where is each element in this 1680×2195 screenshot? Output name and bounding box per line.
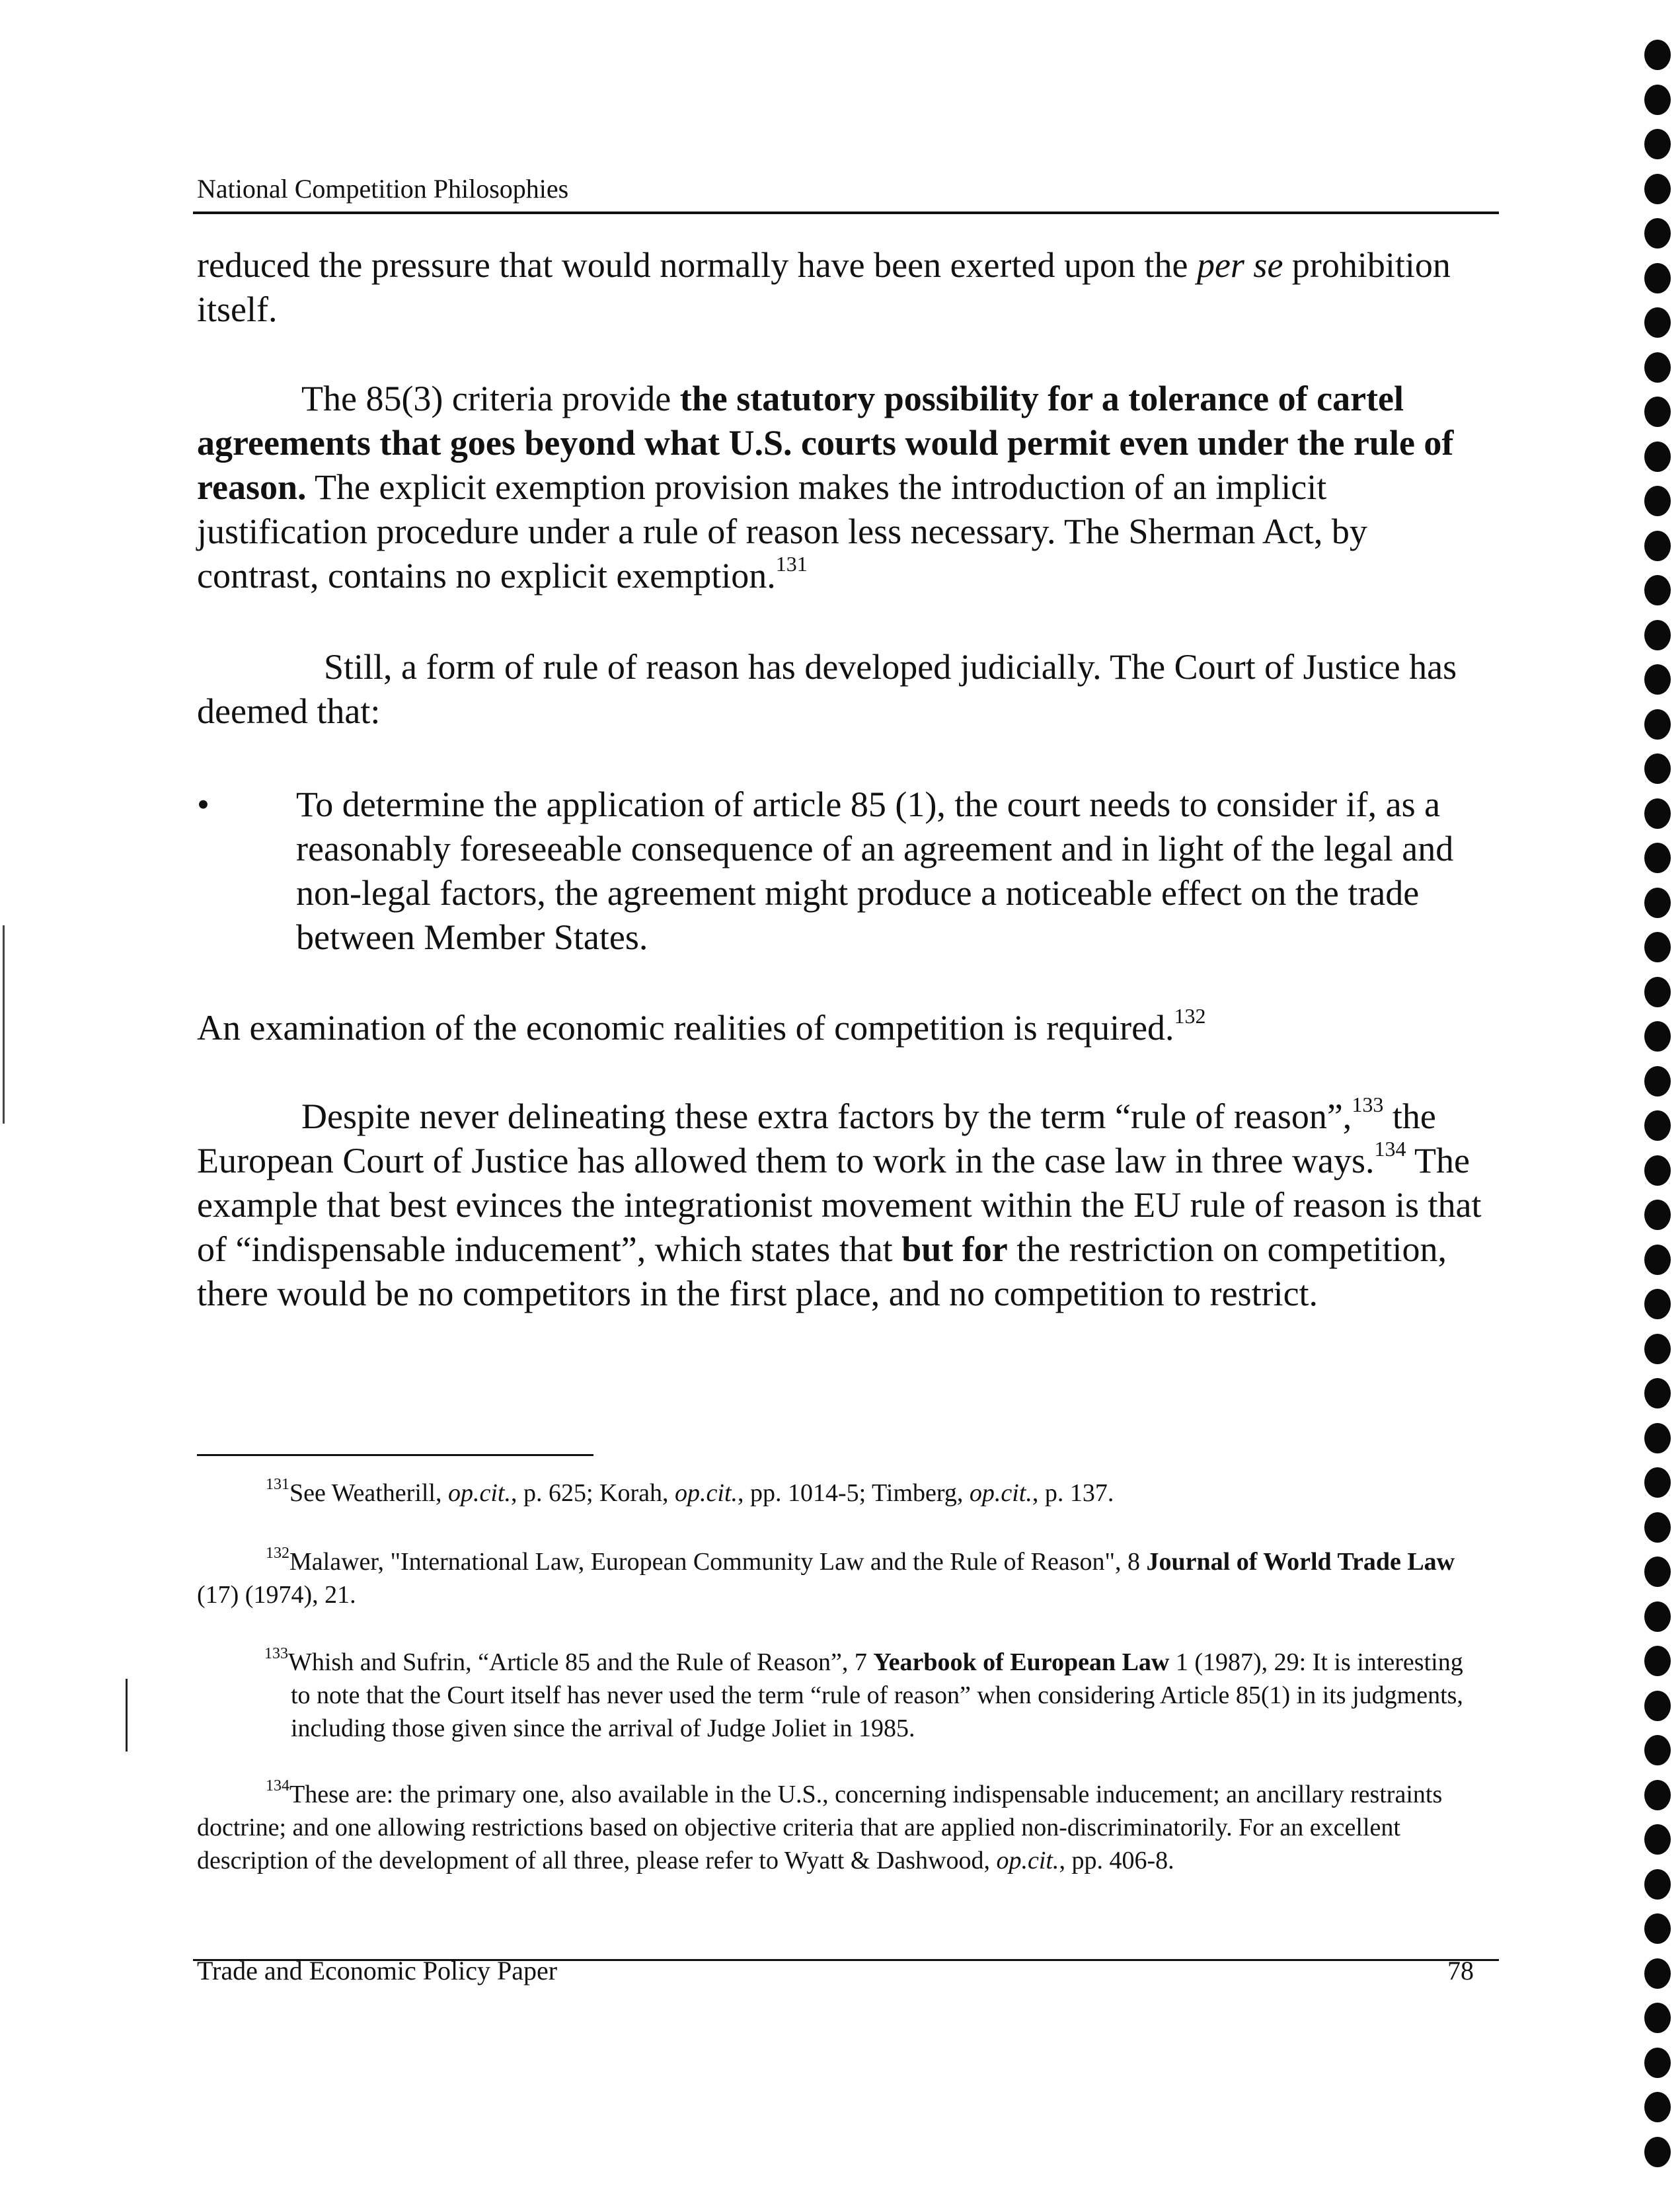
- punch-hole: [1644, 2003, 1671, 2033]
- punch-hole: [1644, 1646, 1671, 1676]
- punch-hole: [1644, 977, 1671, 1007]
- p5-text-d: the restriction on competition, there would be no competitors in the first place, and no competition to restrict.: [197, 1229, 1447, 1313]
- fn131-i3: op.cit.: [969, 1479, 1032, 1507]
- punch-hole: [1644, 1200, 1671, 1230]
- p1-italic: per se: [1196, 245, 1283, 285]
- footnote-ref-134[interactable]: 134: [1374, 1137, 1406, 1161]
- footnote-133: [264, 1645, 1467, 1745]
- fn134-t2: , pp. 406-8.: [1059, 1847, 1174, 1874]
- binding-punch-holes: [1644, 26, 1680, 2195]
- footnote-ref-131[interactable]: 131: [775, 552, 808, 576]
- fn133-t2: 1 (1987), 29: It is interesting to note that the Court itself has never used the term “rule of reason” when considering Article 85(1) in its judgments, including those given since the arrival of Judge Joliet in 1985.: [291, 1648, 1463, 1742]
- footnote-134: [197, 1778, 1492, 1877]
- footnote-ref-132[interactable]: 132: [1174, 1004, 1206, 1028]
- p5-text-a: Despite never delineating these extra factors by the term “rule of reason”,: [301, 1097, 1352, 1136]
- punch-hole: [1644, 1557, 1671, 1587]
- footnote-134-number: 134: [266, 1777, 289, 1795]
- footnote-separator: [197, 1454, 593, 1456]
- punch-hole: [1644, 486, 1671, 516]
- punch-hole: [1644, 40, 1671, 70]
- page-number: 78: [1447, 1956, 1474, 1985]
- punch-hole: [1644, 1735, 1671, 1765]
- fn131-i1: op.cit.: [448, 1479, 511, 1507]
- footnote-132-number: 132: [266, 1545, 289, 1562]
- p2-text-b: The explicit exemption provision makes the introduction of an implicit justification procedure under a rule of reason less necessary. The Sherman Act, by contrast, contains no explicit exemption.: [197, 467, 1367, 596]
- p5-bold: but for: [901, 1229, 1008, 1269]
- bullet-mark: •: [197, 785, 210, 824]
- punch-hole: [1644, 709, 1671, 740]
- p2-text-a: The 85(3) criteria provide: [301, 379, 680, 418]
- punch-hole: [1644, 2048, 1671, 2078]
- punch-hole: [1644, 85, 1671, 115]
- punch-hole: [1644, 843, 1671, 873]
- punch-hole: [1644, 307, 1671, 338]
- scan-margin-line: [126, 1679, 128, 1752]
- punch-hole: [1644, 1423, 1671, 1453]
- punch-hole: [1644, 1378, 1671, 1408]
- punch-hole: [1644, 1021, 1671, 1052]
- punch-hole: [1644, 1869, 1671, 1900]
- fn131-t1: See Weatherill,: [289, 1479, 448, 1507]
- punch-hole: [1644, 397, 1671, 427]
- punch-hole: [1644, 664, 1671, 695]
- punch-hole: [1644, 1110, 1671, 1141]
- punch-hole: [1644, 352, 1671, 383]
- fn133-t1: Whish and Sufrin, “Article 85 and the Rule of Reason”, 7: [288, 1648, 874, 1676]
- footnote-133-number: 133: [264, 1645, 288, 1663]
- punch-hole: [1644, 2092, 1671, 2122]
- punch-hole: [1644, 932, 1671, 962]
- punch-hole: [1644, 531, 1671, 561]
- footnote-132: [197, 1545, 1492, 1611]
- fn132-t2: (17) (1974), 21.: [197, 1581, 356, 1609]
- footnote-131: [197, 1477, 1492, 1510]
- punch-hole: [1644, 1066, 1671, 1097]
- punch-hole: [1644, 1512, 1671, 1543]
- fn131-t3: , pp. 1014-5; Timberg,: [738, 1479, 970, 1507]
- fn132-b1: Journal of World Trade Law: [1146, 1548, 1455, 1576]
- punch-hole: [1644, 1913, 1671, 1944]
- header-rule: [193, 212, 1499, 214]
- punch-hole: [1644, 620, 1671, 650]
- punch-hole: [1644, 1601, 1671, 1632]
- punch-hole: [1644, 1467, 1671, 1498]
- bullet-text: To determine the application of article 85 (1), the court needs to consider if, as a reasonably foreseeable consequence of an agreement and in light of the legal and non-legal factors, the agreement might produce a noticeable effect on the trade between Member States.: [296, 785, 1454, 957]
- p1-text-b: prohibition itself.: [197, 245, 1451, 329]
- punch-hole: [1644, 1824, 1671, 1855]
- punch-hole: [1644, 1245, 1671, 1275]
- punch-hole: [1644, 1691, 1671, 1721]
- p5-text-b: the European Court of Justice has allowed them to work in the case law in three ways.: [197, 1097, 1436, 1180]
- fn134-i1: op.cit.: [996, 1847, 1059, 1874]
- punch-hole: [1644, 1289, 1671, 1319]
- fn131-t4: , p. 137.: [1032, 1479, 1114, 1507]
- footer-publication: Trade and Economic Policy Paper: [197, 1956, 558, 1985]
- punch-hole: [1644, 218, 1671, 249]
- punch-hole: [1644, 263, 1671, 293]
- running-header: National Competition Philosophies: [197, 174, 569, 204]
- punch-hole: [1644, 888, 1671, 918]
- fn132-t1: Malawer, "International Law, European Community Law and the Rule of Reason", 8: [289, 1548, 1147, 1576]
- p1-text-a: reduced the pressure that would normally have been exerted upon the: [197, 245, 1197, 285]
- punch-hole: [1644, 575, 1671, 605]
- paragraph-2: [197, 377, 1492, 598]
- punch-hole: [1644, 1958, 1671, 1989]
- punch-hole: [1644, 753, 1671, 784]
- p2-bold: the statutory possibility for a tolerance of cartel agreements that goes beyond what U.S. courts would permit even under the rule of reason.: [197, 379, 1454, 507]
- scan-margin-line: [3, 925, 5, 1124]
- punch-hole: [1644, 1334, 1671, 1364]
- fn133-b1: Yearbook of European Law: [873, 1648, 1170, 1676]
- punch-hole: [1644, 2137, 1671, 2167]
- footnote-131-number: 131: [266, 1476, 289, 1494]
- p4-text: An examination of the economic realities of competition is required.: [197, 1008, 1174, 1048]
- footnote-ref-133[interactable]: 133: [1352, 1093, 1384, 1116]
- punch-hole: [1644, 442, 1671, 472]
- punch-hole: [1644, 798, 1671, 829]
- punch-hole: [1644, 1780, 1671, 1810]
- p5-text-c: The example that best evinces the integrationist movement within the EU rule of reason is that of “indispensable inducement”, which states that: [197, 1141, 1482, 1269]
- fn134-t1: These are: the primary one, also available in the U.S., concerning indispensable inducement; an ancillary restraints doctrine; and one allowing restrictions based on objective criteria that are applied non-discriminatorily. For an excellent description of the development of all three, please refer to Wyatt & Dashwood,: [197, 1781, 1443, 1874]
- punch-hole: [1644, 174, 1671, 204]
- paragraph-3: Still, a form of rule of reason has developed judicially. The Court of Justice has deemed that:: [197, 647, 1457, 731]
- paragraph-4: [197, 1006, 1492, 1050]
- fn131-t2: , p. 625; Korah,: [510, 1479, 675, 1507]
- paragraph-5: [197, 1095, 1492, 1316]
- punch-hole: [1644, 129, 1671, 159]
- punch-hole: [1644, 1155, 1671, 1186]
- paragraph-1: [197, 243, 1492, 332]
- fn131-i2: op.cit.: [675, 1479, 738, 1507]
